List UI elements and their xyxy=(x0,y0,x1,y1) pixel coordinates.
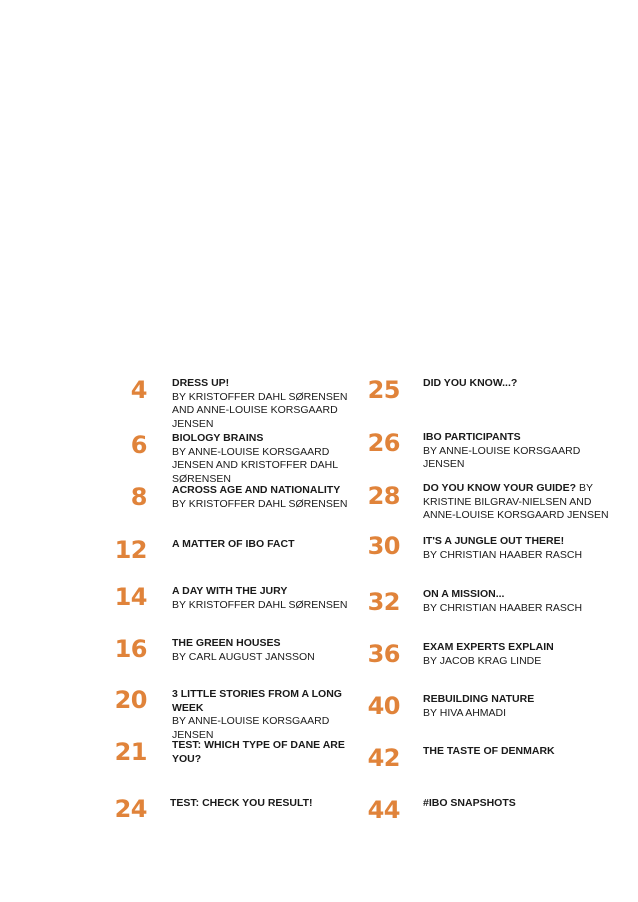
entry-byline: BY KRISTOFFER DAHL SØRENSEN AND ANNE-LOUISE KORSGAARD JENSEN xyxy=(172,390,348,430)
entry-byline: BY ANNE-LOUISE KORSGAARD JENSEN xyxy=(423,444,581,470)
entry-title: TEST: WHICH TYPE OF DANE ARE YOU? xyxy=(172,739,345,765)
entry-title: EXAM EXPERTS EXPLAIN xyxy=(423,641,554,653)
entry-title: REBUILDING NATURE xyxy=(423,693,535,705)
entry-title: A MATTER OF IBO FACT xyxy=(172,538,295,550)
page-number: 30 xyxy=(367,532,400,560)
page-number: 4 xyxy=(130,376,147,404)
entry-byline: BY JACOB KRAG LINDE xyxy=(423,654,542,667)
entry-title: #IBO SNAPSHOTS xyxy=(423,797,516,809)
entry-title: IT'S A JUNGLE OUT THERE! xyxy=(423,535,565,547)
entry-byline: BY CHRISTIAN HAABER RASCH xyxy=(423,548,583,561)
page-number: 42 xyxy=(367,744,400,772)
entry-title: DID YOU KNOW...? xyxy=(423,377,518,389)
entry-title: THE GREEN HOUSES xyxy=(172,637,281,649)
page-number: 21 xyxy=(114,738,147,766)
entry-byline: BY HIVA AHMADI xyxy=(423,706,507,719)
page-number: 6 xyxy=(130,431,147,459)
entry-title: TEST: CHECK YOU RESULT! xyxy=(170,797,313,809)
entry-byline: BY ANNE-LOUISE KORSGAARD JENSEN AND KRISTOFFER DAHL SØRENSEN xyxy=(172,445,338,485)
entry-byline: BY KRISTOFFER DAHL SØRENSEN xyxy=(172,598,348,611)
entry-title: 3 LITTLE STORIES FROM A LONG WEEK xyxy=(172,688,342,714)
entry-title: A DAY WITH THE JURY xyxy=(172,585,288,597)
entry-title: ACROSS AGE AND NATIONALITY xyxy=(172,484,341,496)
page-number: 14 xyxy=(114,583,147,611)
page-number: 12 xyxy=(114,536,147,564)
page-number: 16 xyxy=(114,635,147,663)
entry-byline: BY KRISTOFFER DAHL SØRENSEN xyxy=(172,497,348,510)
entry-title: BIOLOGY BRAINS xyxy=(172,432,264,444)
entry-title: DO YOU KNOW YOUR GUIDE? xyxy=(423,482,577,494)
page-number: 25 xyxy=(367,376,400,404)
entry-byline: BY CARL AUGUST JANSSON xyxy=(172,650,315,663)
page-number: 20 xyxy=(114,686,147,714)
page-number: 28 xyxy=(367,482,400,510)
page-number: 40 xyxy=(367,692,400,720)
page-number: 24 xyxy=(114,795,147,823)
page-number: 44 xyxy=(367,796,400,824)
entry-byline: BY KRISTINE BILGRAV-NIELSEN AND ANNE-LOUISE KORSGAARD JENSEN xyxy=(423,482,609,521)
entry-title: IBO PARTICIPANTS xyxy=(423,431,521,443)
page-number: 8 xyxy=(130,483,147,511)
page-number: 26 xyxy=(367,429,400,457)
entry-title: ON A MISSION... xyxy=(423,588,505,600)
page-number: 32 xyxy=(367,588,400,616)
entry-byline: BY CHRISTIAN HAABER RASCH xyxy=(423,601,583,614)
page-number: 36 xyxy=(367,640,400,668)
entry-title: DRESS UP! xyxy=(172,377,230,389)
entry-byline: BY ANNE-LOUISE KORSGAARD JENSEN xyxy=(172,715,330,741)
entry-title: THE TASTE OF DENMARK xyxy=(423,745,555,757)
